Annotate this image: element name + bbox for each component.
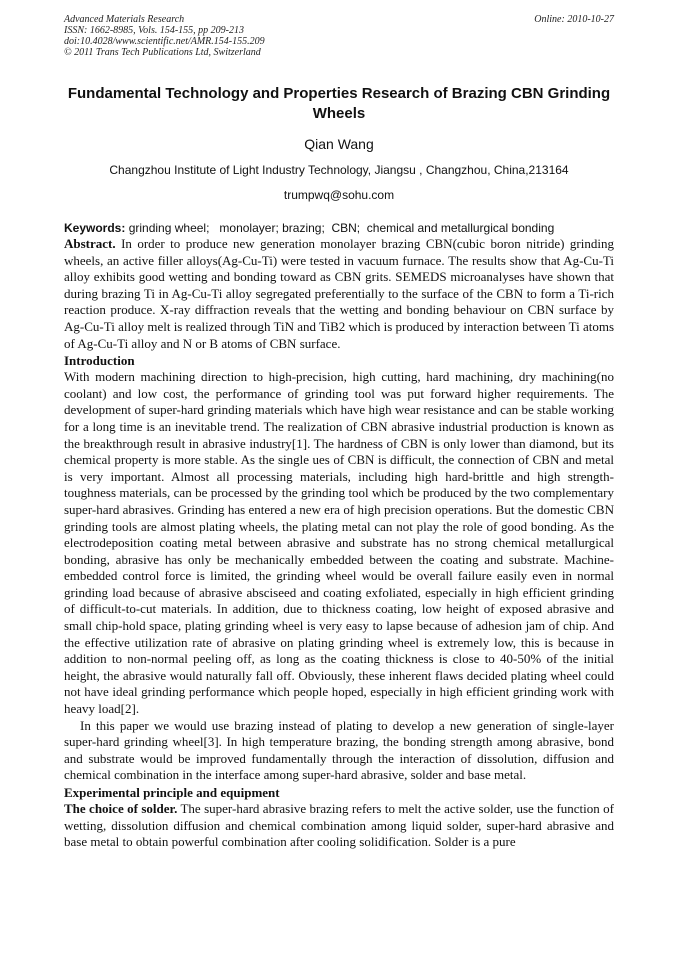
author-affiliation: Changzhou Institute of Light Industry Technology, Jiangsu , Changzhou, China,213164 [109,163,569,177]
abstract-text: In order to produce new generation monolayer brazing CBN(cubic boron nitride) grinding wheels, an active filler alloys(Ag-Cu-Ti) were tested in vacuum furnace. The results show that Ag-Cu-Ti alloy exhibits good wetting and bonding toward as CBN grits. SEMEDS microanalyses have shown that during brazing Ti in Ag-Cu-Ti alloy segregated preferentially to the surface of the CBN to form a Ti-rich reaction produce. X-ray diffraction reveals that the wetting and bonding behaviour on CBN surface by Ag-Cu-Ti alloy melt is realized through TiN and TiB2 which is produced by interaction between Ti atoms of Ag-Cu-Ti alloy and N or B atoms of CBN surface. [64,236,614,351]
author-email: trumpwq@sohu.com [283,188,395,202]
experimental-heading: Experimental principle and equipment [64,785,280,800]
keywords-line [64,220,614,236]
solder-paragraph [64,801,614,851]
doi-line: doi:10.4028/www.scientific.net/AMR.154-155.209 [64,36,265,47]
paper-title: Fundamental Technology and Properties Research of Brazing CBN Grinding Wheels [67,85,611,122]
copyright-line: © 2011 Trans Tech Publications Ltd, Switzerland [64,47,261,58]
paper-page [64,14,614,851]
solder-text: The super-hard abrasive brazing refers to melt the active solder, use the function of wetting, dissolution diffusion and chemical combination among liquid solder, super-hard abrasive and base metal to obtain powerful combination after cooling solidification. Solder is a pure [64,801,614,850]
online-date: Online: 2010-10-27 [534,14,614,25]
introduction-paragraph-2: In this paper we would use brazing instead of plating to develop a new generation of single-layer super-hard grinding wheel[3]. In high temperature brazing, the bonding strength among abrasive, bond and substrate would be improved fundamentally through the interaction of dissolution, diffusion and chemical combination in the interface among super-hard abrasive, solder and base metal. [64,717,614,783]
journal-name: Advanced Materials Research [64,14,185,25]
abstract-label: Abstract. [64,236,116,251]
solder-label: The choice of solder. [64,801,178,816]
keywords-label: Keywords: [64,221,126,235]
introduction-paragraph-1: With modern machining direction to high-precision, high cutting, hard machining, dry machining(no coolant) and low cost, the performance of grinding tool was put forward higher requirements. The development of super-hard grinding materials which have high wear resistance and can be stable working for a long time is an inevitable trend. The realization of CBN abrasive industrial production is known as the breakthrough result in abrasive industry[1]. The hardness of CBN is only lower than diamond, but its chemical property is more stable. As the single ues of CBN is difficult, the connection of CBN and metal is very important. Almost all processing materials, including high hard-brittle and high strength-toughness materials, can be processed by the grinding tool which be produced by the two complementary super-hard abrasives. Grinding has entered a new era of high precision operations. But the domestic CBN grinding tools are almost plating wheels, the plating metal can not play the role of good bonding. As the electrodeposition coating metal between abrasive and substrate has no strong chemical metallurgical bonding, abrasive has only be mechanically embedded between the coating and substrate. Machine-embedded control force is limited, the grinding wheel would be overall failure easily even in normal grinding load because of abrasive absciseed and coating exfoliated, especially in high efficient grinding of difficult-to-cut materials. In addition, due to thickness coating, low height of exposed abrasive and small chip-hold space, plating grinding wheel is very easy to lapse because of adhesion jam of chip. And the effective utilization rate of abrasive on plating grinding wheel is extremely low, this is because in addition to non-normal peeling off, as long as the coating thickness is close to 40-50% of the initial height, the abrasive would naturally fall off. Obviously, these inherent flaws decided plating wheel could not have ideal grinding performance which people hoped, especially in high efficient grinding work with heavy load[2]. [64,369,614,717]
author-name: Qian Wang [304,136,374,152]
abstract-paragraph [64,236,614,352]
keywords-text: grinding wheel; monolayer; brazing; CBN; chemical and metallurgical bonding [125,221,555,235]
issn-line: ISSN: 1662-8985, Vols. 154-155, pp 209-213 [64,25,244,36]
introduction-heading: Introduction [64,353,135,369]
journal-header [64,14,614,58]
